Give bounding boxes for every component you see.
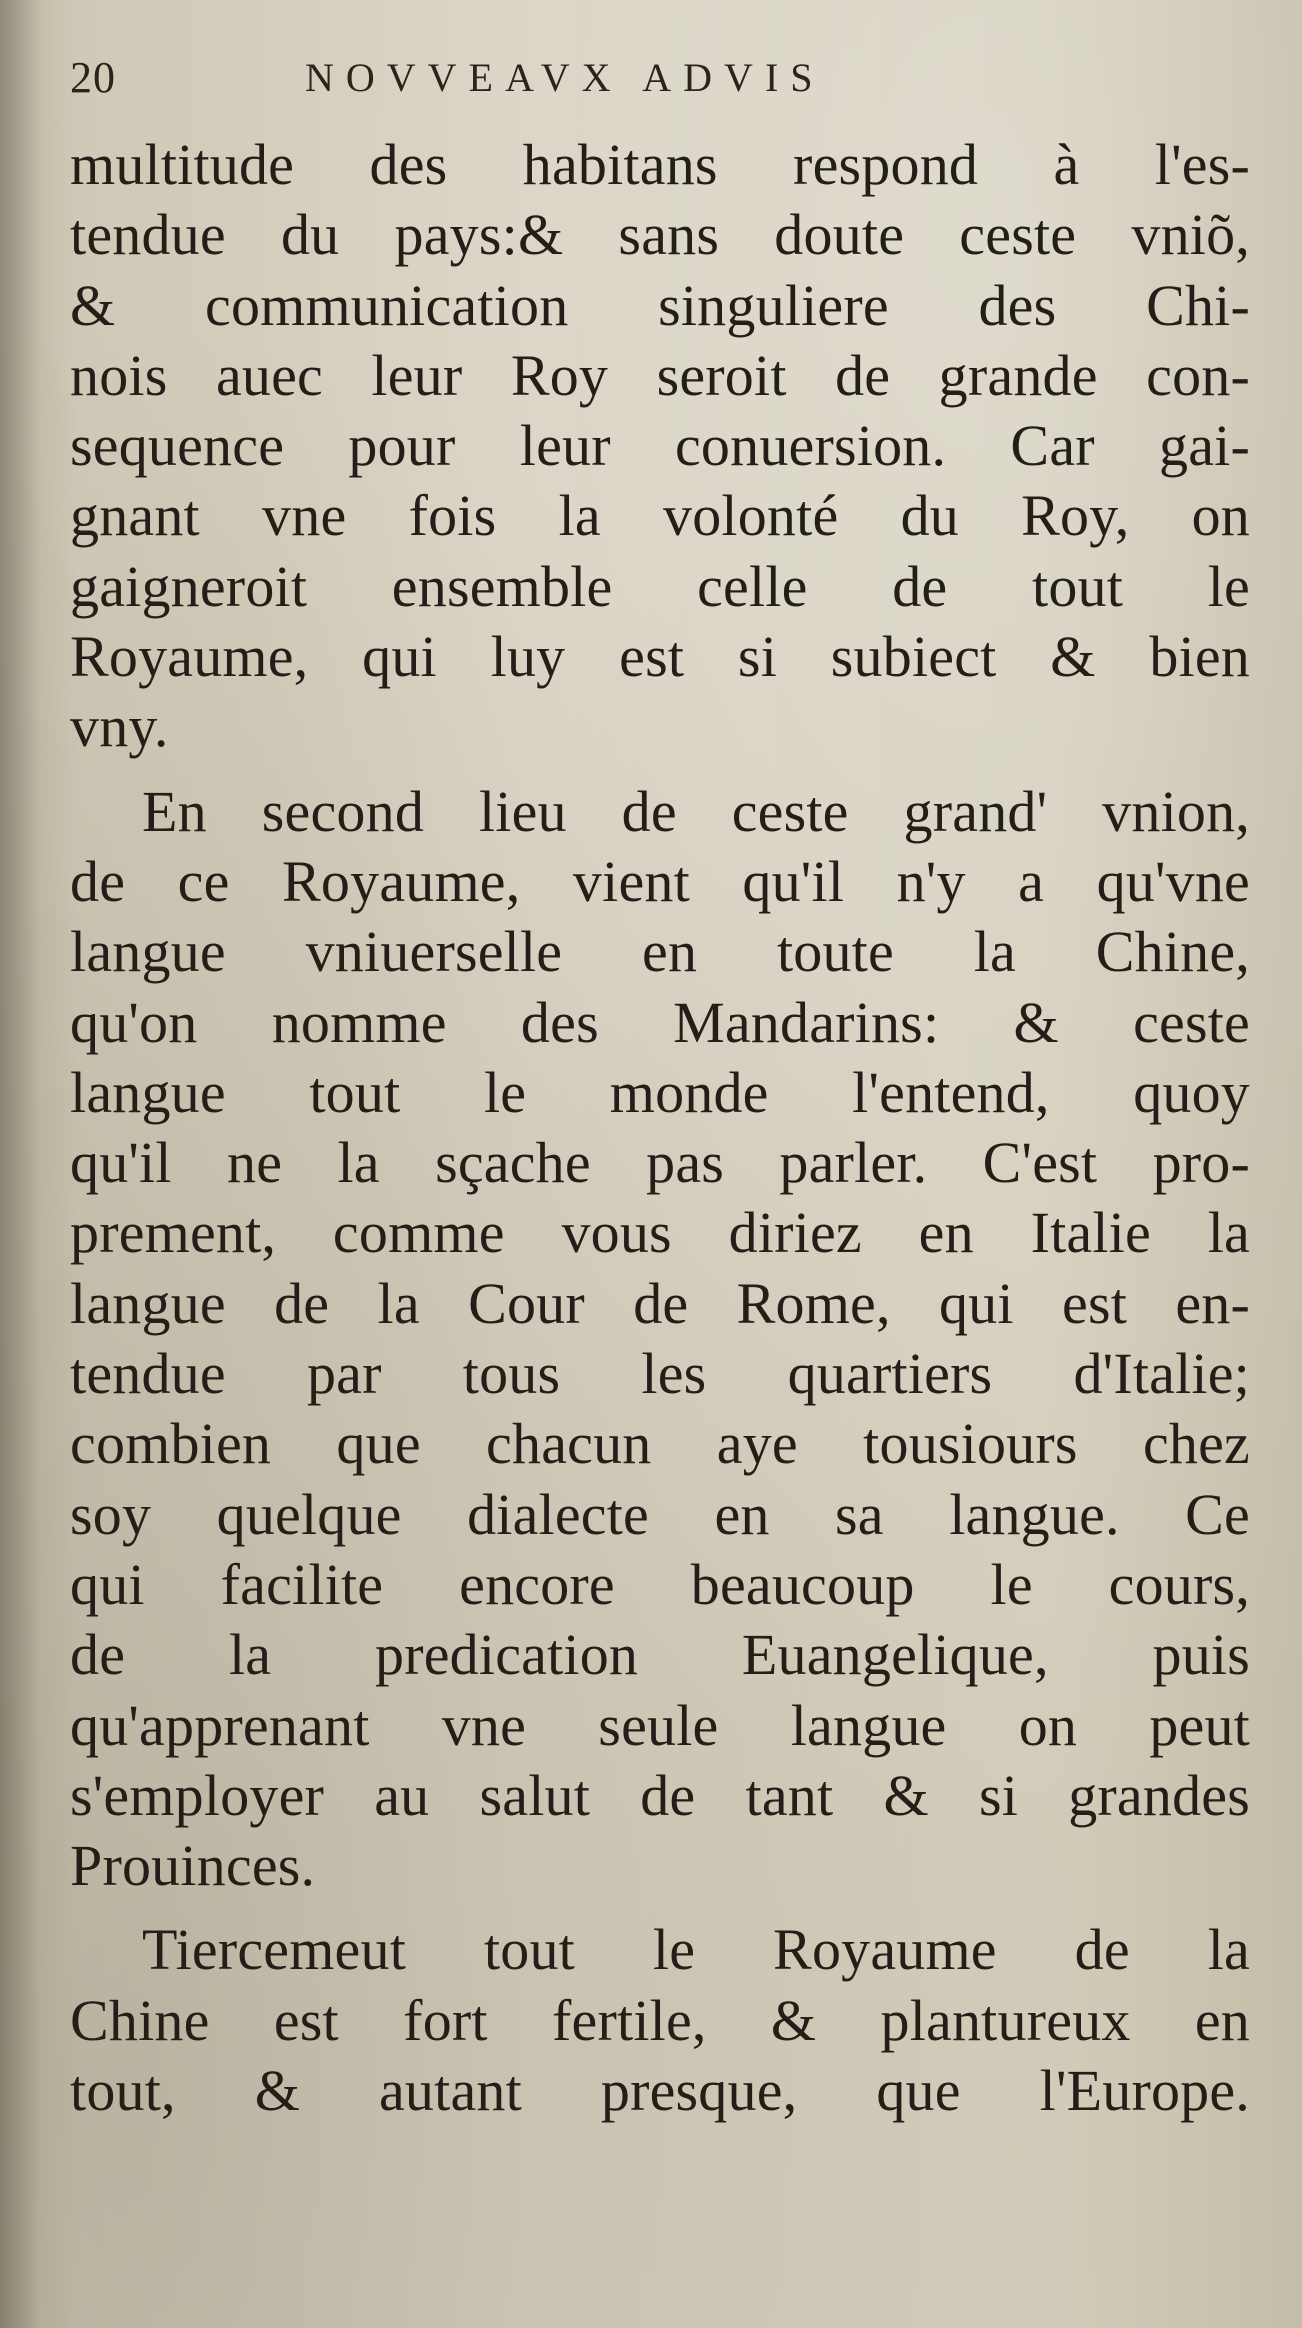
running-head	[70, 48, 1250, 108]
text-line: de la predication Euangelique, puis	[70, 1622, 1250, 1688]
text-line: Prouinces.	[70, 1833, 316, 1899]
paragraph-gap	[70, 1901, 1250, 1915]
text-line: Tiercemeut tout le Royaume de la	[142, 1917, 1250, 1983]
text-line: vny.	[70, 694, 169, 760]
paragraph-2	[70, 777, 1250, 1902]
text-line: Royaume, qui luy est si subiect & bien	[70, 624, 1250, 690]
text-line: qui facilite encore beaucoup le cours,	[70, 1551, 1250, 1617]
gutter-shadow	[0, 0, 40, 2328]
text-line: qu'apprenant vne seule langue on peut	[70, 1692, 1250, 1758]
text-line: tendue par tous les quartiers d'Italie;	[70, 1341, 1250, 1407]
text-line: Chine est fort fertile, & plantureux en	[70, 1987, 1250, 2053]
text-line: qu'il ne la sçache pas parler. C'est pro-	[70, 1130, 1250, 1196]
text-line: langue de la Cour de Rome, qui est en-	[70, 1270, 1250, 1336]
paragraph-gap	[70, 763, 1250, 777]
text-line: qu'on nomme des Mandarins: & ceste	[70, 989, 1250, 1055]
text-line: prement, comme vous diriez en Italie la	[70, 1200, 1250, 1266]
text-line: & communication singuliere des Chi-	[70, 272, 1250, 338]
text-line: combien que chacun aye tousiours chez	[70, 1411, 1250, 1477]
running-title: NOVVEAVX ADVIS	[305, 55, 825, 100]
text-line: tendue du pays:& sans doute ceste vniõ,	[70, 202, 1250, 268]
text-line: sequence pour leur conuersion. Car gai-	[70, 413, 1250, 479]
text-line: gnant vne fois la volonté du Roy, on	[70, 483, 1250, 549]
text-line: langue vniuerselle en toute la Chine,	[70, 919, 1250, 985]
text-line: de ce Royaume, vient qu'il n'y a qu'vne	[70, 848, 1250, 914]
body-text	[70, 130, 1250, 2126]
text-line: En second lieu de ceste grand' vnion,	[142, 778, 1250, 844]
text-line: gaigneroit ensemble celle de tout le	[70, 553, 1250, 619]
page-number: 20	[70, 53, 116, 102]
text-line: multitude des habitans respond à l'es-	[70, 132, 1250, 197]
text-line: tout, & autant presque, que l'Europe.	[70, 2058, 1250, 2124]
text-line: nois auec leur Roy seroit de grande con-	[70, 342, 1250, 408]
paragraph-1	[70, 130, 1250, 763]
text-line: soy quelque dialecte en sa langue. Ce	[70, 1481, 1250, 1547]
text-line: langue tout le monde l'entend, quoy	[70, 1059, 1250, 1125]
text-line: s'employer au salut de tant & si grandes	[70, 1762, 1250, 1828]
paragraph-3	[70, 1915, 1250, 2126]
